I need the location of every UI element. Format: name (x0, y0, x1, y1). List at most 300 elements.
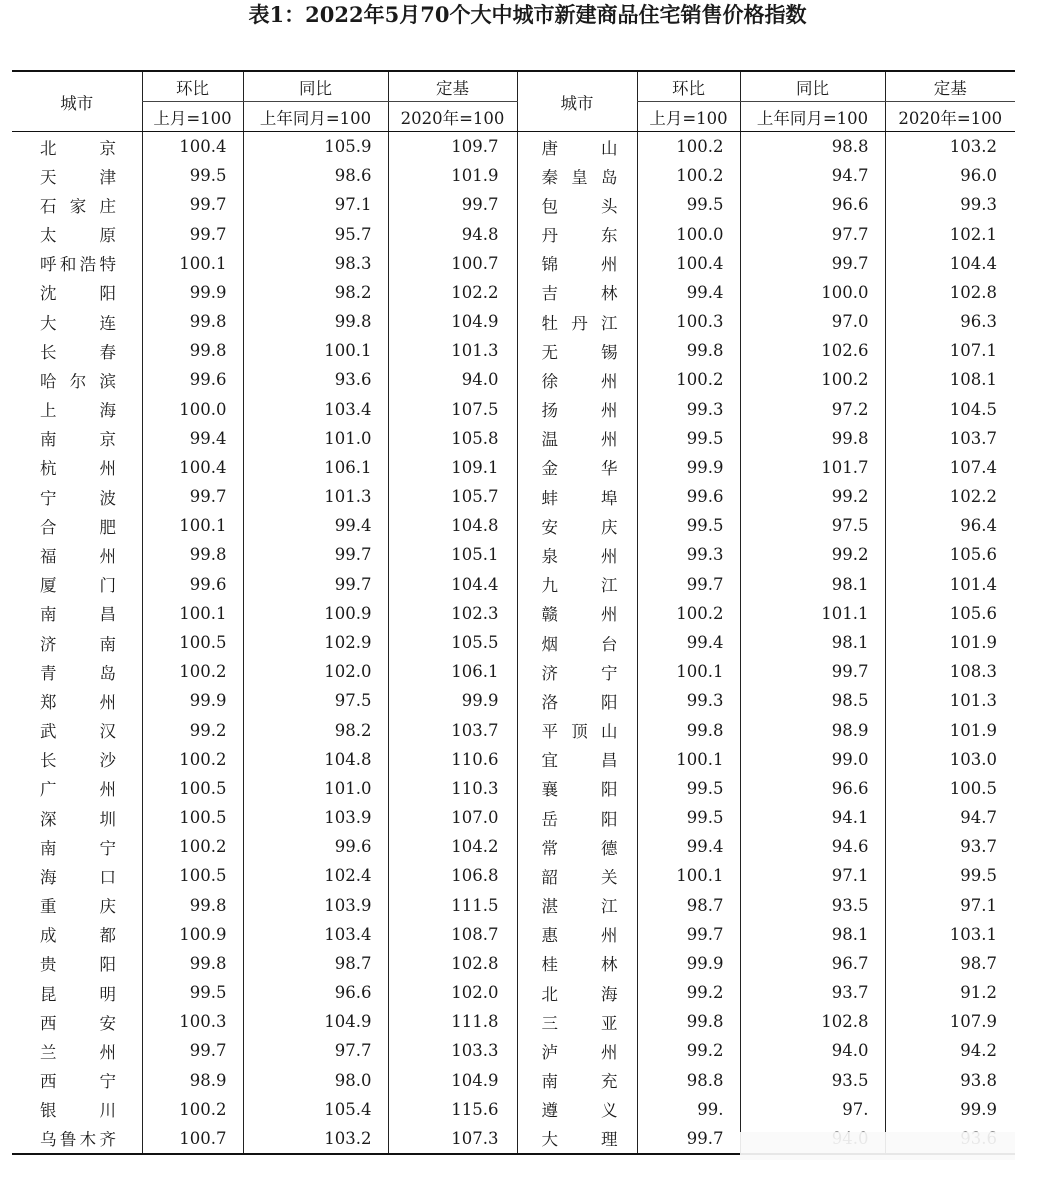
cell-mom-left: 100.0 (142, 395, 243, 424)
cell-fixed-right: 99.9 (885, 1095, 1015, 1124)
cell-yoy-right: 98.1 (740, 920, 885, 949)
table-row (12, 453, 1015, 482)
cell-mom-right: 99.3 (637, 540, 740, 569)
cell-mom-right: 99.5 (637, 774, 740, 803)
cell-mom-left: 99.7 (142, 220, 243, 249)
cell-city-left (12, 657, 142, 686)
city-name: 徐 州 (541, 371, 618, 391)
cell-mom-left: 99.4 (142, 424, 243, 453)
cell-mom-right: 99.8 (637, 1007, 740, 1036)
cell-city-left (12, 1036, 142, 1065)
cell-city-left (12, 715, 142, 744)
city-name: 杭 州 (40, 459, 116, 479)
cell-fixed-right: 108.3 (885, 657, 1015, 686)
city-name: 襄 阳 (541, 780, 618, 800)
header-mom-right: 环比 (637, 71, 740, 102)
cell-fixed-right: 98.7 (885, 949, 1015, 978)
cell-fixed-right: 96.3 (885, 307, 1015, 336)
table-row (12, 715, 1015, 744)
table-row (12, 365, 1015, 394)
city-name: 洛 阳 (541, 692, 618, 712)
cell-mom-left: 100.2 (142, 1095, 243, 1124)
cell-yoy-left: 101.3 (243, 482, 388, 511)
cell-fixed-right: 104.4 (885, 249, 1015, 278)
cell-city-right (517, 395, 637, 424)
header-yoy-right: 同比 (740, 71, 885, 102)
cell-city-left (12, 1124, 142, 1154)
city-name: 泉 州 (541, 546, 618, 566)
table-row (12, 395, 1015, 424)
cell-mom-left: 99.6 (142, 570, 243, 599)
cell-fixed-right: 96.0 (885, 161, 1015, 190)
cell-city-left (12, 249, 142, 278)
city-name: 遵 义 (541, 1101, 618, 1121)
cell-yoy-right: 96.7 (740, 949, 885, 978)
cell-mom-right: 99. (637, 1095, 740, 1124)
cell-yoy-right: 98.1 (740, 628, 885, 657)
city-name: 温 州 (541, 430, 618, 450)
cell-city-right (517, 307, 637, 336)
header-city-left: 城市 (12, 71, 142, 132)
city-name: 湛 江 (541, 897, 618, 917)
cell-mom-left: 100.2 (142, 657, 243, 686)
cell-city-left (12, 890, 142, 919)
table-row (12, 1095, 1015, 1124)
cell-city-left (12, 745, 142, 774)
cell-fixed-left: 110.6 (388, 745, 517, 774)
cell-city-left (12, 1095, 142, 1124)
cell-fixed-left: 102.3 (388, 599, 517, 628)
cell-yoy-right: 101.7 (740, 453, 885, 482)
cell-yoy-left: 104.8 (243, 745, 388, 774)
cell-yoy-right: 97. (740, 1095, 885, 1124)
cell-yoy-left: 103.9 (243, 890, 388, 919)
city-name: 安 庆 (541, 517, 618, 537)
cell-mom-right: 99.7 (637, 920, 740, 949)
cell-mom-left: 100.9 (142, 920, 243, 949)
cell-city-right (517, 1066, 637, 1095)
cell-city-right (517, 628, 637, 657)
cell-city-right (517, 745, 637, 774)
cell-fixed-left: 99.7 (388, 190, 517, 219)
cell-mom-left: 100.2 (142, 832, 243, 861)
city-name: 天 津 (40, 167, 116, 187)
city-name: 兰 州 (40, 1042, 116, 1062)
cell-city-right (517, 424, 637, 453)
cell-mom-left: 100.3 (142, 1007, 243, 1036)
cell-city-right (517, 336, 637, 365)
cell-city-right (517, 1095, 637, 1124)
cell-yoy-right: 99.2 (740, 540, 885, 569)
table-row (12, 628, 1015, 657)
cell-city-left (12, 1007, 142, 1036)
city-name: 九 江 (541, 576, 618, 596)
table-row (12, 686, 1015, 715)
cell-mom-right: 100.4 (637, 249, 740, 278)
cell-city-right (517, 161, 637, 190)
cell-yoy-left: 99.7 (243, 570, 388, 599)
city-name: 西 安 (40, 1013, 116, 1033)
table-row (12, 220, 1015, 249)
cell-yoy-right: 99.0 (740, 745, 885, 774)
cell-city-right (517, 890, 637, 919)
cell-mom-right: 99.2 (637, 978, 740, 1007)
city-name: 北 海 (541, 984, 618, 1004)
cell-mom-right: 99.9 (637, 949, 740, 978)
cell-city-right (517, 686, 637, 715)
table-row (12, 1036, 1015, 1065)
cell-city-left (12, 395, 142, 424)
city-name: 包 头 (541, 196, 618, 216)
header-mom-base-right: 上月=100 (637, 102, 740, 132)
city-name: 济 南 (40, 634, 116, 654)
city-name: 长 春 (40, 342, 116, 362)
cell-city-right (517, 365, 637, 394)
city-name: 吉 林 (541, 284, 618, 304)
table-row (12, 1007, 1015, 1036)
cell-fixed-left: 104.9 (388, 307, 517, 336)
city-name: 常 德 (541, 838, 618, 858)
cell-mom-left: 100.5 (142, 861, 243, 890)
table-row (12, 307, 1015, 336)
city-name: 上 海 (40, 401, 116, 421)
cell-yoy-left: 93.6 (243, 365, 388, 394)
city-name: 海 口 (40, 867, 116, 887)
cell-mom-right: 99.4 (637, 832, 740, 861)
cell-fixed-right: 107.9 (885, 1007, 1015, 1036)
city-name: 岳 阳 (541, 809, 618, 829)
cell-city-left (12, 832, 142, 861)
table-row (12, 890, 1015, 919)
city-name: 无 锡 (541, 342, 618, 362)
cell-yoy-left: 97.5 (243, 686, 388, 715)
cell-fixed-left: 110.3 (388, 774, 517, 803)
city-name: 平顶山 (541, 722, 618, 742)
cell-yoy-left: 98.0 (243, 1066, 388, 1095)
cell-city-left (12, 803, 142, 832)
cell-mom-left: 99.2 (142, 715, 243, 744)
city-name: 金 华 (541, 459, 618, 479)
price-index-table (12, 70, 1015, 1155)
cell-city-left (12, 161, 142, 190)
cell-yoy-left: 101.0 (243, 774, 388, 803)
cell-mom-right: 99.5 (637, 424, 740, 453)
cell-yoy-right: 96.6 (740, 190, 885, 219)
cell-mom-right: 100.1 (637, 745, 740, 774)
city-name: 南 京 (40, 430, 116, 450)
cell-city-right (517, 511, 637, 540)
watermark-overlay (740, 1132, 1015, 1160)
cell-mom-left: 99.8 (142, 949, 243, 978)
cell-mom-right: 99.7 (637, 570, 740, 599)
cell-yoy-right: 96.6 (740, 774, 885, 803)
table-row (12, 278, 1015, 307)
cell-mom-left: 100.5 (142, 803, 243, 832)
cell-yoy-left: 103.4 (243, 395, 388, 424)
cell-mom-left: 98.9 (142, 1066, 243, 1095)
city-name: 泸 州 (541, 1042, 618, 1062)
cell-mom-left: 100.5 (142, 628, 243, 657)
cell-yoy-right: 97.2 (740, 395, 885, 424)
city-name: 丹 东 (541, 226, 618, 246)
cell-yoy-right: 94.0 (740, 1036, 885, 1065)
cell-mom-left: 100.4 (142, 453, 243, 482)
table-row (12, 745, 1015, 774)
table-row (12, 424, 1015, 453)
cell-yoy-right: 102.8 (740, 1007, 885, 1036)
city-name: 石家庄 (40, 196, 116, 216)
cell-city-right (517, 978, 637, 1007)
cell-fixed-right: 91.2 (885, 978, 1015, 1007)
cell-city-left (12, 365, 142, 394)
table-title: 表1：2022年5月70个大中城市新建商品住宅销售价格指数 (248, 2, 807, 27)
city-name: 福 州 (40, 546, 116, 566)
city-name: 烟 台 (541, 634, 618, 654)
table-row (12, 803, 1015, 832)
cell-yoy-right: 98.9 (740, 715, 885, 744)
cell-yoy-left: 99.7 (243, 540, 388, 569)
cell-city-left (12, 570, 142, 599)
city-name: 昆 明 (40, 984, 116, 1004)
table-row (12, 336, 1015, 365)
cell-mom-left: 99.8 (142, 540, 243, 569)
cell-fixed-right: 101.3 (885, 686, 1015, 715)
table-row (12, 570, 1015, 599)
cell-fixed-left: 108.7 (388, 920, 517, 949)
cell-fixed-right: 103.0 (885, 745, 1015, 774)
cell-yoy-right: 100.0 (740, 278, 885, 307)
cell-mom-right: 99.9 (637, 453, 740, 482)
cell-fixed-left: 104.4 (388, 570, 517, 599)
cell-city-right (517, 599, 637, 628)
cell-city-left (12, 1066, 142, 1095)
cell-mom-left: 100.4 (142, 132, 243, 162)
cell-mom-left: 99.8 (142, 307, 243, 336)
cell-fixed-right: 104.5 (885, 395, 1015, 424)
cell-city-right (517, 482, 637, 511)
cell-mom-left: 100.1 (142, 511, 243, 540)
cell-city-right (517, 657, 637, 686)
cell-city-left (12, 599, 142, 628)
cell-mom-left: 100.7 (142, 1124, 243, 1154)
cell-fixed-left: 102.2 (388, 278, 517, 307)
cell-fixed-left: 94.0 (388, 365, 517, 394)
cell-fixed-right: 103.7 (885, 424, 1015, 453)
cell-city-right (517, 220, 637, 249)
cell-fixed-left: 101.3 (388, 336, 517, 365)
cell-city-left (12, 220, 142, 249)
cell-city-left (12, 482, 142, 511)
header-mom-base-left: 上月=100 (142, 102, 243, 132)
city-name: 唐 山 (541, 138, 618, 158)
cell-mom-right: 99.5 (637, 511, 740, 540)
city-name: 合 肥 (40, 517, 116, 537)
cell-yoy-left: 102.9 (243, 628, 388, 657)
cell-fixed-right: 101.4 (885, 570, 1015, 599)
cell-mom-left: 100.1 (142, 599, 243, 628)
cell-yoy-left: 100.1 (243, 336, 388, 365)
cell-city-right (517, 540, 637, 569)
cell-city-left (12, 424, 142, 453)
city-name: 北 京 (40, 138, 116, 158)
cell-yoy-left: 98.3 (243, 249, 388, 278)
cell-fixed-left: 94.8 (388, 220, 517, 249)
cell-yoy-left: 102.4 (243, 861, 388, 890)
cell-yoy-left: 98.7 (243, 949, 388, 978)
city-name: 济 宁 (541, 663, 618, 683)
cell-yoy-right: 98.8 (740, 132, 885, 162)
cell-fixed-right: 105.6 (885, 540, 1015, 569)
cell-fixed-left: 109.7 (388, 132, 517, 162)
cell-fixed-right: 107.1 (885, 336, 1015, 365)
cell-fixed-right: 101.9 (885, 715, 1015, 744)
cell-mom-left: 99.7 (142, 1036, 243, 1065)
cell-fixed-left: 100.7 (388, 249, 517, 278)
city-name: 大 连 (40, 313, 116, 333)
city-name: 锦 州 (541, 255, 618, 275)
cell-yoy-right: 93.5 (740, 890, 885, 919)
cell-yoy-right: 97.1 (740, 861, 885, 890)
cell-mom-right: 99.2 (637, 1036, 740, 1065)
cell-mom-right: 99.8 (637, 715, 740, 744)
cell-mom-left: 100.1 (142, 249, 243, 278)
cell-mom-right: 100.2 (637, 365, 740, 394)
cell-fixed-left: 115.6 (388, 1095, 517, 1124)
cell-yoy-left: 99.4 (243, 511, 388, 540)
cell-mom-right: 99.3 (637, 395, 740, 424)
cell-fixed-right: 96.4 (885, 511, 1015, 540)
cell-mom-right: 98.7 (637, 890, 740, 919)
cell-city-left (12, 540, 142, 569)
cell-fixed-left: 109.1 (388, 453, 517, 482)
city-name: 重 庆 (40, 897, 116, 917)
cell-yoy-left: 103.9 (243, 803, 388, 832)
city-name: 宁 波 (40, 488, 116, 508)
cell-fixed-right: 100.5 (885, 774, 1015, 803)
cell-mom-right: 99.5 (637, 803, 740, 832)
cell-mom-right: 99.6 (637, 482, 740, 511)
cell-yoy-right: 93.5 (740, 1066, 885, 1095)
city-name: 赣 州 (541, 605, 618, 625)
cell-fixed-right: 108.1 (885, 365, 1015, 394)
cell-city-left (12, 920, 142, 949)
cell-mom-right: 99.3 (637, 686, 740, 715)
cell-fixed-left: 103.7 (388, 715, 517, 744)
cell-mom-right: 100.2 (637, 599, 740, 628)
cell-mom-left: 99.8 (142, 890, 243, 919)
cell-city-left (12, 949, 142, 978)
cell-yoy-right: 94.7 (740, 161, 885, 190)
cell-mom-right: 100.1 (637, 861, 740, 890)
cell-fixed-left: 99.9 (388, 686, 517, 715)
cell-yoy-right: 100.2 (740, 365, 885, 394)
table-row (12, 832, 1015, 861)
cell-yoy-left: 98.2 (243, 715, 388, 744)
cell-mom-left: 99.5 (142, 161, 243, 190)
table-row (12, 949, 1015, 978)
table-row (12, 861, 1015, 890)
cell-fixed-left: 105.8 (388, 424, 517, 453)
cell-city-right (517, 1124, 637, 1154)
cell-fixed-right: 99.5 (885, 861, 1015, 890)
cell-mom-right: 100.2 (637, 161, 740, 190)
cell-yoy-right: 98.5 (740, 686, 885, 715)
cell-mom-right: 98.8 (637, 1066, 740, 1095)
table-row (12, 978, 1015, 1007)
cell-mom-right: 100.2 (637, 132, 740, 162)
cell-city-right (517, 861, 637, 890)
cell-yoy-left: 103.2 (243, 1124, 388, 1154)
city-name: 扬 州 (541, 401, 618, 421)
cell-mom-left: 99.8 (142, 336, 243, 365)
table-row (12, 482, 1015, 511)
city-name: 蚌 埠 (541, 488, 618, 508)
header-mom-left: 环比 (142, 71, 243, 102)
header-yoy-left: 同比 (243, 71, 388, 102)
city-name: 呼和浩特 (40, 255, 116, 275)
cell-fixed-right: 94.2 (885, 1036, 1015, 1065)
cell-fixed-left: 104.9 (388, 1066, 517, 1095)
city-name: 韶 关 (541, 867, 618, 887)
cell-yoy-right: 93.7 (740, 978, 885, 1007)
table-row (12, 774, 1015, 803)
cell-city-left (12, 278, 142, 307)
cell-city-left (12, 511, 142, 540)
header-city-right: 城市 (517, 71, 637, 132)
city-name: 南 充 (541, 1072, 618, 1092)
table-row (12, 1066, 1015, 1095)
cell-yoy-right: 99.8 (740, 424, 885, 453)
cell-mom-left: 99.7 (142, 190, 243, 219)
cell-city-left (12, 132, 142, 162)
cell-city-left (12, 190, 142, 219)
city-name: 秦皇岛 (541, 167, 618, 187)
city-name: 深 圳 (40, 809, 116, 829)
cell-fixed-right: 99.3 (885, 190, 1015, 219)
city-name: 贵 阳 (40, 955, 116, 975)
cell-fixed-right: 107.4 (885, 453, 1015, 482)
cell-fixed-left: 105.5 (388, 628, 517, 657)
cell-yoy-right: 102.6 (740, 336, 885, 365)
city-name: 沈 阳 (40, 284, 116, 304)
cell-yoy-right: 99.7 (740, 657, 885, 686)
city-name: 牡丹江 (541, 313, 618, 333)
cell-mom-right: 100.1 (637, 657, 740, 686)
cell-yoy-left: 106.1 (243, 453, 388, 482)
city-name: 郑 州 (40, 692, 116, 712)
cell-fixed-left: 107.3 (388, 1124, 517, 1154)
cell-fixed-right: 103.1 (885, 920, 1015, 949)
cell-city-right (517, 715, 637, 744)
table-row (12, 599, 1015, 628)
city-name: 哈尔滨 (40, 371, 116, 391)
table-row (12, 161, 1015, 190)
cell-mom-left: 99.9 (142, 686, 243, 715)
city-name: 乌鲁木齐 (40, 1130, 116, 1150)
cell-fixed-left: 104.2 (388, 832, 517, 861)
cell-mom-left: 99.5 (142, 978, 243, 1007)
cell-yoy-left: 98.6 (243, 161, 388, 190)
cell-city-right (517, 570, 637, 599)
cell-yoy-left: 104.9 (243, 1007, 388, 1036)
cell-fixed-right: 97.1 (885, 890, 1015, 919)
cell-city-right (517, 278, 637, 307)
cell-mom-right: 99.4 (637, 278, 740, 307)
cell-city-right (517, 249, 637, 278)
cell-yoy-left: 100.9 (243, 599, 388, 628)
city-name: 桂 林 (541, 955, 618, 975)
cell-fixed-left: 111.8 (388, 1007, 517, 1036)
